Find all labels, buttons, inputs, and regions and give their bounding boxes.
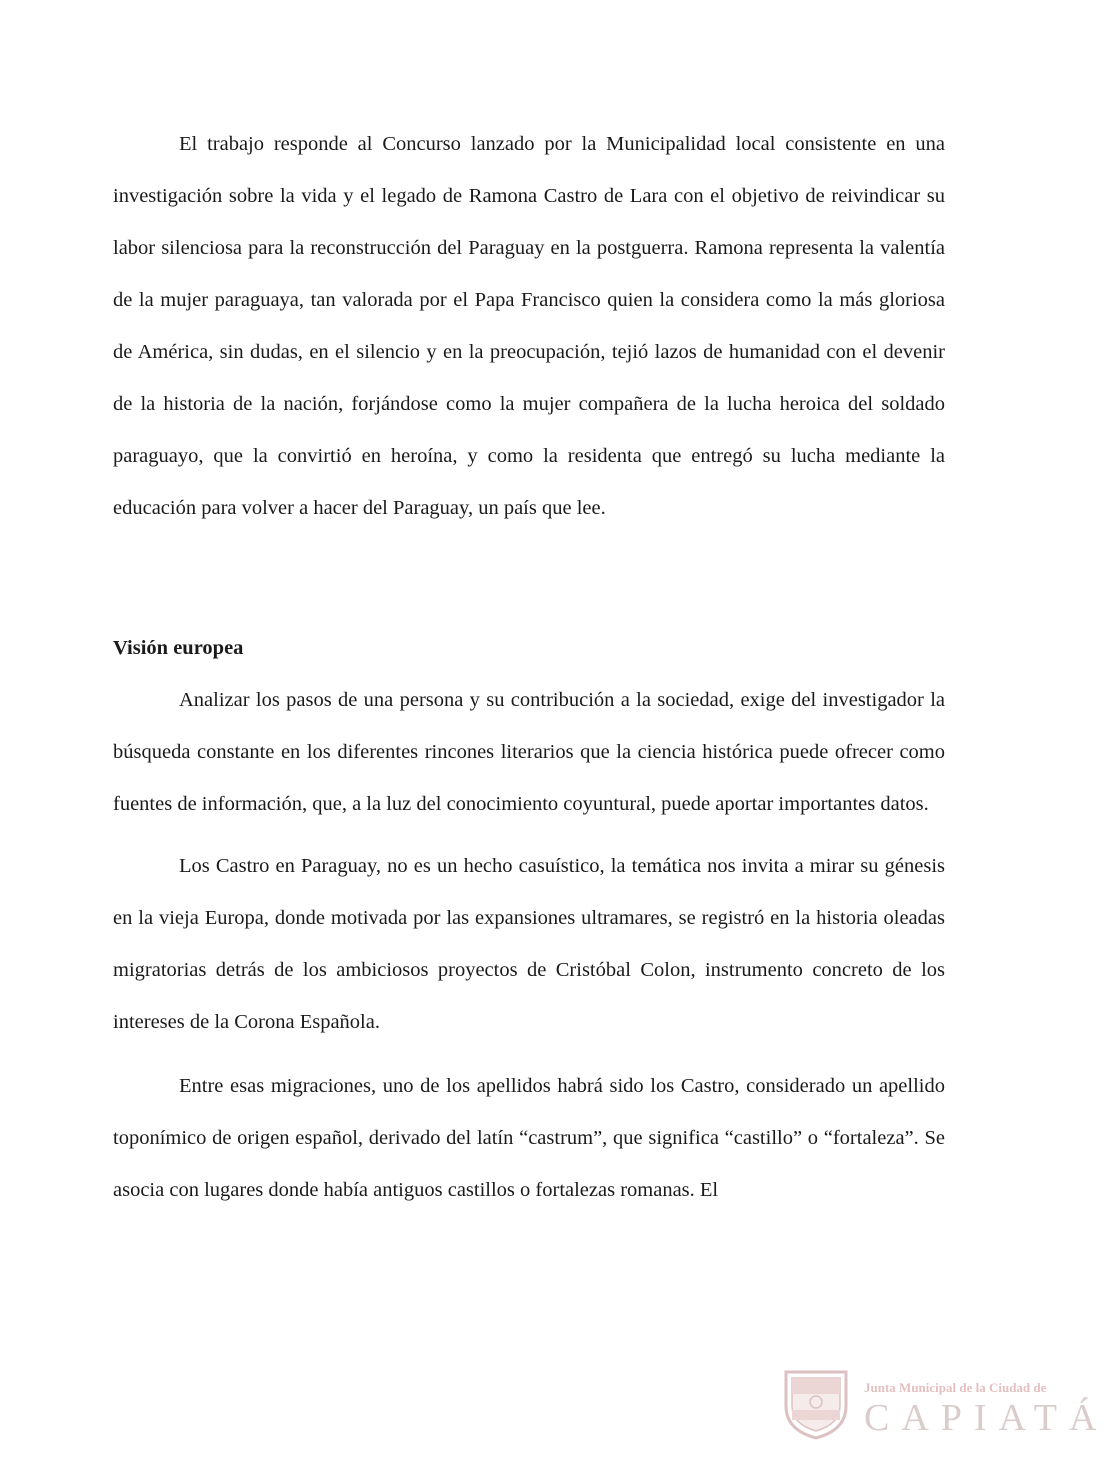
watermark-text-line1: Junta Municipal de la Ciudad de [864, 1380, 1047, 1395]
municipal-seal-icon [780, 1366, 852, 1440]
body-paragraph: Los Castro en Paraguay, no es un hecho casuístico, la temática nos invita a mirar su génesis en la vieja Europa, donde motivada por las expansiones ultramares, se registró en la historia oleadas migratorias detrás de los ambiciosos proyectos de Cristóbal Colon, instrumento concreto de los intereses de la Corona Española. [113, 855, 945, 1033]
body-paragraph: Entre esas migraciones, uno de los apellidos habrá sido los Castro, considerado un apellido toponímico de origen español, derivado del latín “castrum”, que significa “castillo” o “fortaleza”. Se asocia con lugares donde había antiguos castillos o fortalezas romanas. El [113, 1075, 945, 1201]
section-heading: Visión europea [113, 637, 244, 659]
document-body [113, 118, 945, 1216]
body-paragraph: Analizar los pasos de una persona y su contribución a la sociedad, exige del investigador la búsqueda constante en los diferentes rincones literarios que la ciencia histórica puede ofrecer como fuentes de información, que, a la luz del conocimiento coyuntural, puede aportar importantes datos. [113, 689, 945, 815]
intro-paragraph: El trabajo responde al Concurso lanzado por la Municipalidad local consistente en una investigación sobre la vida y el legado de Ramona Castro de Lara con el objetivo de reivindicar su labor silenciosa para la reconstrucción del Paraguay en la postguerra. Ramona representa la valentía de la mujer paraguaya, tan valorada por el Papa Francisco quien la considera como la más gloriosa de América, sin dudas, en el silencio y en la preocupación, tejió lazos de humanidad con el devenir de la historia de la nación, forjándose como la mujer compañera de la lucha heroica del soldado paraguayo, que la convirtió en heroína, y como la residenta que entregó su lucha mediante la educación para volver a hacer del Paraguay, un país que lee. [113, 133, 945, 519]
watermark [780, 1366, 1108, 1466]
watermark-text-line2: CAPIATÁ [864, 1397, 1108, 1439]
